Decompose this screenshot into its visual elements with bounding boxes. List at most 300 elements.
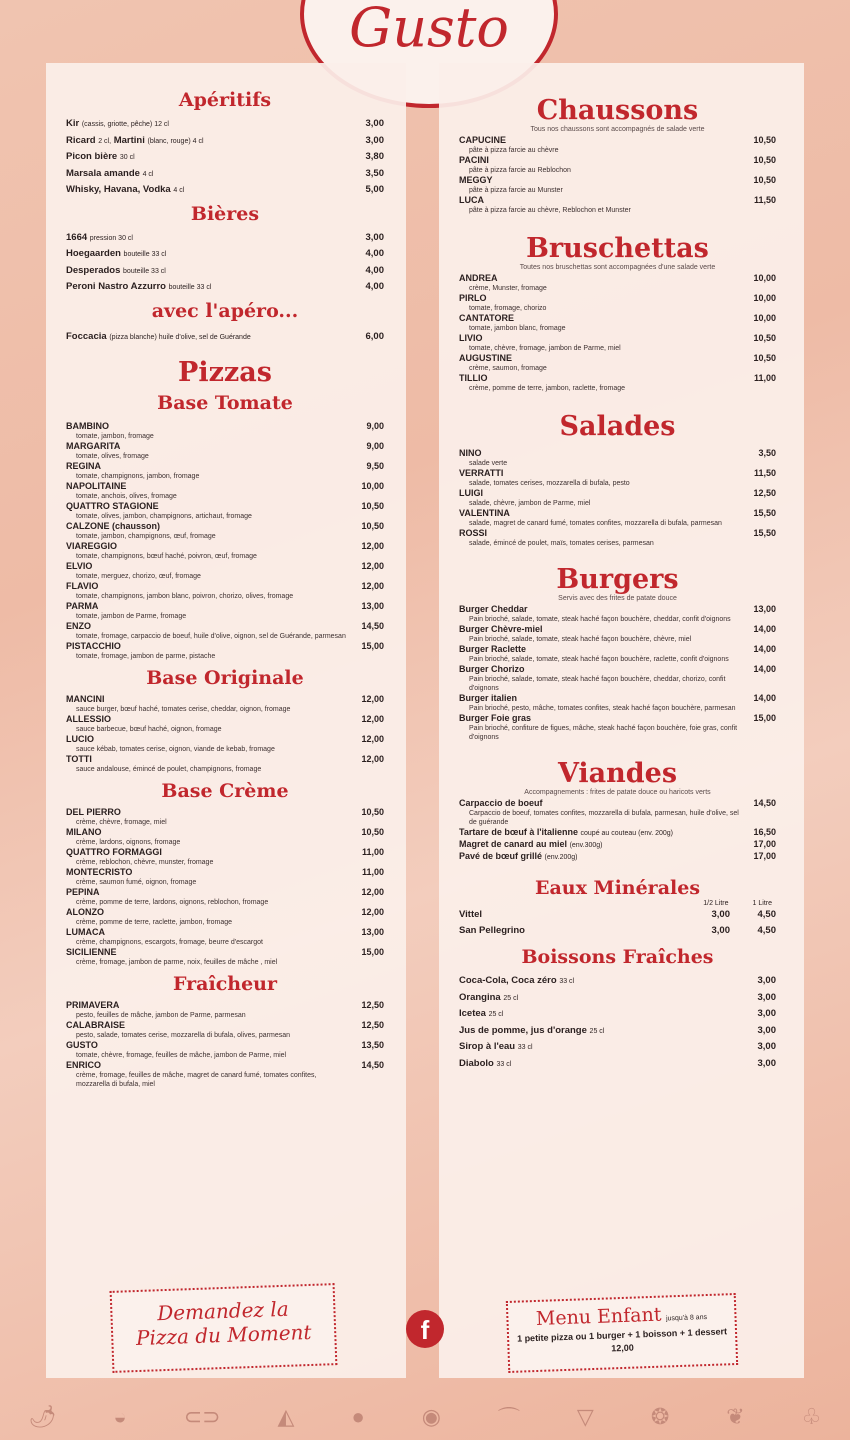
- menu-item: [66, 421, 384, 441]
- item-name: Picon bière: [66, 151, 118, 162]
- item-price: 15,00: [361, 947, 384, 957]
- chaussons-note: Tous nos chaussons sont accompagnés de salade verte: [530, 126, 705, 133]
- menu-item: [66, 734, 384, 754]
- item-price: 3,00: [365, 118, 384, 129]
- item-label: [459, 373, 488, 384]
- eaux-row: [459, 907, 776, 923]
- menu-item-header: [66, 521, 384, 532]
- item-label: [66, 1040, 98, 1051]
- item-label: [459, 1056, 511, 1073]
- item-label: [459, 644, 526, 655]
- menu-enfant-age: jusqu'à 8 ans: [665, 1314, 708, 1323]
- menu-enfant-desc: 1 petite pizza ou 1 burger + 1 boisson + 1 dessert: [516, 1326, 728, 1344]
- section-title-boissons: Boissons Fraîches: [521, 946, 714, 968]
- facebook-icon[interactable]: [406, 1310, 444, 1348]
- item-description: pâte à pizza farcie au Reblochon: [469, 167, 571, 174]
- item-price: 12,00: [361, 734, 384, 744]
- menu-row: [66, 133, 384, 150]
- item-description: pesto, feuilles de mâche, jambon de Parme, parmesan: [76, 1012, 246, 1019]
- item-name: PIRLO: [459, 293, 487, 303]
- menu-item-header: [459, 528, 776, 539]
- menu-item: [66, 827, 384, 847]
- item-name: ENRICO: [66, 1060, 102, 1070]
- menu-row: [459, 1056, 776, 1073]
- item-label: [66, 501, 159, 512]
- item-price: 9,00: [366, 421, 384, 431]
- section-title-viandes: Viandes: [557, 758, 678, 789]
- item-name: MILANO: [66, 827, 102, 837]
- item-price: 12,00: [361, 561, 384, 571]
- item-label: [66, 182, 184, 199]
- item-name: Carpaccio de boeuf: [459, 798, 543, 808]
- menu-item: [459, 373, 776, 393]
- item-price: 11,00: [361, 867, 384, 877]
- item-label: [66, 641, 121, 652]
- menu-row: [459, 973, 776, 990]
- item-description: sauce barbecue, bœuf haché, oignon, fromage: [76, 726, 222, 733]
- item-label: [66, 601, 98, 612]
- item-price: 3,00: [757, 1057, 776, 1069]
- item-price: 12,00: [361, 887, 384, 897]
- item-size: 4 cl: [142, 170, 154, 178]
- item-price: 12,00: [361, 714, 384, 724]
- menu-row: [66, 182, 384, 199]
- item-name: Burger Chorizo: [459, 664, 525, 674]
- item-price: 13,00: [361, 601, 384, 611]
- menu-item: [459, 851, 776, 863]
- item-name: FLAVIO: [66, 581, 99, 591]
- item-price: 4,00: [365, 264, 384, 276]
- menu-item-header: [66, 421, 384, 432]
- menu-item: [66, 501, 384, 521]
- menu-item: [459, 624, 776, 644]
- item-price: 15,00: [753, 713, 776, 723]
- item-description: crème, pomme de terre, lardons, oignons, reblochon, fromage: [76, 899, 269, 906]
- menu-item-header: [66, 501, 384, 512]
- item-label: [66, 421, 109, 432]
- menu-row: [459, 1006, 776, 1023]
- section-title-burgers: Burgers: [556, 564, 679, 595]
- menu-row: [459, 990, 776, 1007]
- section-title-base-originale: Base Originale: [146, 667, 304, 689]
- item-price: 16,50: [753, 827, 776, 837]
- item-name: PARMA: [66, 601, 99, 611]
- menu-item: [459, 293, 776, 313]
- item-description: crème, fromage, feuilles de mâche, magret de canard fumé, tomates confites, mozzarella di bufala, miel: [76, 1072, 317, 1088]
- menu-item-header: [66, 887, 384, 898]
- item-price: 10,50: [361, 807, 384, 817]
- item-description: tomate, chèvre, fromage, jambon de Parme, miel: [469, 345, 621, 352]
- item-label: [66, 907, 104, 918]
- menu-item: [66, 887, 384, 907]
- menu-item-header: [459, 273, 776, 284]
- item-name: Tartare de bœuf à l'italienne: [459, 827, 578, 837]
- item-price: 11,50: [753, 195, 776, 205]
- item-name: BAMBINO: [66, 421, 109, 431]
- menu-item-header: [66, 827, 384, 838]
- item-label: [66, 329, 251, 346]
- item-name: Magret de canard au miel: [459, 839, 568, 849]
- item-description: crème, saumon, fromage: [469, 365, 547, 372]
- item-label: [459, 798, 543, 809]
- item-price: 14,00: [753, 664, 776, 674]
- item-size: 25 cl: [503, 994, 519, 1002]
- menu-item-header: [66, 1060, 384, 1071]
- item-label: [459, 508, 510, 519]
- menu-item-header: [459, 693, 776, 704]
- item-label: [459, 353, 512, 364]
- item-description: tomate, jambon, champignons, œuf, fromage: [76, 533, 216, 540]
- menu-item: [459, 664, 776, 693]
- item-label: [459, 135, 506, 146]
- section-title-pizzas: Pizzas: [178, 357, 272, 388]
- menu-item: [66, 1020, 384, 1040]
- item-name: San Pellegrino: [459, 924, 525, 936]
- menu-item: [459, 273, 776, 293]
- section-title-base-tomate: Base Tomate: [157, 392, 293, 414]
- item-description: tomate, olives, fromage: [76, 453, 149, 460]
- item-description: tomate, fromage, jambon de parme, pistache: [76, 653, 216, 660]
- item-description: tomate, fromage, chorizo: [469, 305, 547, 312]
- menu-item-header: [66, 1000, 384, 1011]
- menu-item: [459, 468, 776, 488]
- menu-item-header: [459, 293, 776, 304]
- menu-item-header: [459, 839, 776, 851]
- item-description: tomate, champignons, bœuf haché, poivron, œuf, fromage: [76, 553, 257, 560]
- carrot-icon: ▽: [576, 1404, 594, 1429]
- item-name: Burger Foie gras: [459, 713, 532, 723]
- menu-item-header: [66, 694, 384, 705]
- item-name: VERRATTI: [459, 468, 504, 478]
- item-label: [459, 604, 528, 615]
- item-label: [459, 175, 493, 186]
- item-size: 25 cl: [488, 1011, 504, 1018]
- ingredient-illustrations: [0, 1400, 850, 1434]
- item-price: 13,50: [361, 1040, 384, 1050]
- item-description: crème, pomme de terre, raclette, jambon, fromage: [76, 919, 233, 926]
- item-description: crème, champignons, escargots, fromage, beurre d'escargot: [76, 939, 263, 946]
- eaux-column-headers: [459, 900, 776, 907]
- item-size: 33 cl: [496, 1060, 512, 1068]
- price-litre: 4,50: [757, 924, 776, 936]
- item-description: tomate, fromage, carpaccio de boeuf, huile d'olive, oignon, sel de Guérande, parmesan: [76, 633, 346, 640]
- menu-item: [459, 155, 776, 175]
- menu-item-header: [66, 461, 384, 472]
- item-price: 17,00: [753, 851, 776, 861]
- menu-item: [459, 798, 776, 827]
- menu-row: [66, 230, 384, 247]
- item-price: 12,00: [361, 754, 384, 764]
- item-label: [66, 521, 160, 532]
- item-price: 10,50: [361, 521, 384, 531]
- item-price: 3,50: [758, 448, 776, 458]
- item-label: [66, 887, 100, 898]
- item-name: Desperados: [66, 264, 121, 276]
- item-description: tomate, champignons, jambon, fromage: [76, 473, 200, 480]
- item-size: bouteille 33 cl: [168, 284, 212, 291]
- menu-item-header: [66, 947, 384, 958]
- item-price: 3,00: [757, 975, 776, 986]
- menu-item-header: [459, 508, 776, 519]
- item-label: [459, 293, 487, 304]
- item-price: 3,00: [757, 1041, 776, 1052]
- item-price: 14,00: [753, 624, 776, 634]
- item-price: 10,00: [361, 481, 384, 491]
- item-description: Carpaccio de boeuf, tomates confites, mozzarella di bufala, parmesan, huile d'olive, sel de guérande: [469, 810, 739, 826]
- menu-item-header: [459, 135, 776, 146]
- item-name: REGINA: [66, 461, 102, 471]
- menu-item-header: [66, 441, 384, 452]
- item-label: [459, 693, 517, 704]
- item-price: 14,00: [753, 644, 776, 654]
- section-title-fraicheur: Fraîcheur: [173, 973, 277, 995]
- item-label: [66, 149, 135, 166]
- menu-item: [459, 313, 776, 333]
- menu-item: [66, 561, 384, 581]
- item-description: salade, tomates cerises, mozzarella di bufala, pesto: [469, 480, 630, 487]
- menu-item-header: [459, 798, 776, 809]
- item-name: PISTACCHIO: [66, 641, 121, 651]
- item-label: [66, 827, 102, 838]
- item-price: 10,50: [753, 353, 776, 363]
- menu-item: [459, 175, 776, 195]
- item-price: 10,00: [753, 273, 776, 283]
- tomato-icon: ●: [351, 1404, 365, 1429]
- menu-row: [66, 116, 384, 133]
- item-name: Burger Raclette: [459, 644, 527, 654]
- item-price: 17,00: [753, 839, 776, 849]
- item-description: Pain brioché, salade, tomate, steak haché façon bouchère, cheddar, confit d'oignons: [469, 616, 731, 623]
- item-label: [66, 1020, 125, 1031]
- item-label: [66, 133, 204, 150]
- item-size-2: (blanc, rouge) 4 cl: [147, 137, 204, 145]
- menu-enfant-title: Menu Enfant: [535, 1303, 662, 1330]
- item-price: 3,00: [757, 991, 776, 1003]
- menu-item: [66, 521, 384, 541]
- salades-list: [459, 448, 776, 548]
- item-name: Peroni Nastro Azzurro: [66, 281, 166, 292]
- item-price: 10,50: [361, 827, 384, 837]
- item-description: tomate, jambon, fromage: [76, 433, 154, 440]
- item-description: crème, saumon fumé, oignon, fromage: [76, 879, 197, 886]
- item-price: 5,00: [365, 184, 384, 195]
- item-name: Burger Chèvre-miel: [459, 624, 543, 634]
- menu-item-header: [459, 195, 776, 206]
- item-price: 11,00: [361, 847, 384, 857]
- item-price: 10,50: [361, 501, 384, 511]
- menu-item: [459, 839, 776, 851]
- item-price: 3,00: [757, 1008, 776, 1019]
- garlic-icon: ♧: [801, 1404, 822, 1429]
- menu-item: [459, 353, 776, 373]
- item-name: NINO: [459, 448, 482, 458]
- item-price: 10,50: [753, 135, 776, 145]
- item-name: ELVIO: [66, 561, 93, 571]
- burgers-list: [459, 604, 776, 742]
- item-name: LUIGI: [459, 488, 483, 498]
- item-name: TOTTI: [66, 754, 92, 764]
- promo-line-2: Pizza du Moment: [135, 1319, 312, 1351]
- item-label: [66, 1000, 119, 1011]
- item-size: bouteille 33 cl: [123, 251, 167, 258]
- item-price: 9,50: [366, 461, 384, 471]
- menu-item-header: [459, 333, 776, 344]
- menu-item-header: [66, 601, 384, 612]
- item-name: Pavé de bœuf grillé: [459, 851, 543, 861]
- item-label: [459, 664, 525, 675]
- menu-item-header: [459, 713, 776, 724]
- item-name: ALONZO: [66, 907, 104, 917]
- item-name: Icetea: [459, 1008, 486, 1019]
- item-price: 4,00: [365, 281, 384, 292]
- item-label: [459, 468, 503, 479]
- item-description: tomate, anchois, olives, fromage: [76, 493, 177, 500]
- item-name: Whisky, Havana, Vodka: [66, 184, 171, 195]
- item-price: 12,00: [361, 907, 384, 917]
- item-name: MONTECRISTO: [66, 867, 133, 877]
- item-name: ROSSI: [459, 528, 488, 538]
- menu-item-header: [459, 448, 776, 459]
- item-description: crème, pomme de terre, jambon, raclette, fromage: [469, 385, 626, 392]
- item-label: [66, 581, 98, 592]
- item-price: 11,50: [753, 468, 776, 478]
- menu-item-header: [66, 581, 384, 592]
- item-name: Marsala amande: [66, 167, 140, 179]
- menu-item: [459, 604, 776, 624]
- item-label: [459, 973, 574, 990]
- item-price: 14,50: [361, 621, 384, 631]
- menu-item: [66, 601, 384, 621]
- section-title-apero: avec l'apéro...: [151, 299, 299, 322]
- item-name: MARGARITA: [66, 441, 121, 451]
- menu-row: [66, 149, 384, 166]
- item-name: LUCA: [459, 195, 484, 205]
- menu-item: [459, 528, 776, 548]
- item-name: Sirop à l'eau: [459, 1041, 516, 1052]
- item-description: tomate, merguez, chorizo, œuf, fromage: [76, 573, 201, 580]
- item-name: CAPUCINE: [459, 135, 507, 145]
- section-title-salades: Salades: [559, 411, 676, 442]
- menu-item: [66, 541, 384, 561]
- menu-enfant-price: 12,00: [611, 1342, 634, 1354]
- item-name: AUGUSTINE: [459, 353, 513, 363]
- item-label: [459, 273, 498, 284]
- item-size: 33 cl: [559, 978, 575, 985]
- chaussons-list: [459, 135, 776, 215]
- item-name: LUCIO: [66, 734, 94, 744]
- bieres-list: [66, 230, 384, 296]
- item-label: [66, 847, 162, 858]
- item-name: ANDREA: [459, 273, 498, 283]
- item-size: (cassis, griotte, pêche) 12 cl: [81, 121, 169, 128]
- pumpkin-icon: ❂: [650, 1404, 670, 1429]
- item-size: coupé au couteau (env. 200g): [580, 830, 674, 837]
- item-name: Coca-Cola, Coca zéro: [459, 975, 557, 986]
- price-half-litre: 3,00: [711, 924, 730, 936]
- menu-item-header: [459, 827, 776, 839]
- menu-item-header: [66, 561, 384, 572]
- menu-item: [66, 441, 384, 461]
- item-label: [66, 947, 117, 958]
- menu-item-header: [459, 644, 776, 655]
- burgers-note: Servis avec des frites de patate douce: [558, 595, 677, 602]
- item-label: [459, 1006, 503, 1023]
- item-size: 33 cl: [517, 1044, 533, 1051]
- item-price: 13,00: [361, 927, 384, 937]
- item-size: (pizza blanche) huile d'olive, sel de Guérande: [109, 333, 251, 341]
- menu-item: [459, 135, 776, 155]
- item-name: LUMACA: [66, 927, 105, 937]
- item-description: tomate, jambon de Parme, fromage: [76, 613, 187, 620]
- item-description: sauce andalouse, émincé de poulet, champignons, fromage: [76, 766, 262, 773]
- item-name: VIAREGGIO: [66, 541, 118, 551]
- bowl-icon: ◒: [113, 1404, 127, 1429]
- menu-enfant-box: [506, 1293, 738, 1373]
- item-description: crème, Munster, fromage: [469, 285, 547, 292]
- item-size: 2 cl,: [98, 137, 112, 145]
- section-title-bruschettas: Bruschettas: [526, 233, 709, 264]
- menu-row: [66, 166, 384, 183]
- left-menu-panel: [46, 63, 406, 1378]
- item-description: pâte à pizza farcie au Munster: [469, 187, 563, 194]
- item-label: [459, 528, 487, 539]
- item-name: SICILIENNE: [66, 947, 117, 957]
- item-price: 12,00: [361, 694, 384, 704]
- item-name: MANCINI: [66, 694, 105, 704]
- item-name: CALZONE (chausson): [66, 521, 161, 531]
- menu-item-header: [459, 664, 776, 675]
- item-name: CALABRAISE: [66, 1020, 126, 1030]
- menu-item: [459, 508, 776, 528]
- menu-item-header: [459, 353, 776, 364]
- item-name: Ricard: [66, 134, 96, 146]
- item-name: QUATTRO FORMAGGI: [66, 847, 162, 857]
- menu-item: [66, 907, 384, 927]
- menu-item-header: [66, 907, 384, 918]
- menu-row: [66, 246, 384, 263]
- menu-item-header: [66, 481, 384, 492]
- eaux-row: [459, 923, 776, 939]
- menu-item: [459, 713, 776, 742]
- base-tomate-list: [66, 421, 384, 661]
- menu-item-header: [459, 155, 776, 166]
- item-label: [66, 441, 120, 452]
- menu-item-header: [459, 175, 776, 186]
- menu-item: [459, 333, 776, 353]
- promo-line-1: Demandez la: [156, 1296, 290, 1326]
- section-title-eaux: Eaux Minérales: [534, 877, 701, 899]
- fraicheur-list: [66, 1000, 384, 1089]
- item-price: 3,00: [757, 1024, 776, 1036]
- menu-item: [66, 1060, 384, 1089]
- menu-item: [66, 581, 384, 601]
- menu-item-header: [66, 734, 384, 745]
- menu-item: [66, 461, 384, 481]
- item-description: Pain brioché, salade, tomate, steak haché façon bouchère, raclette, confit d'oignons: [469, 656, 729, 663]
- item-label: [66, 541, 117, 552]
- item-name: GUSTO: [66, 1040, 98, 1050]
- menu-item: [66, 927, 384, 947]
- menu-item: [459, 827, 776, 839]
- item-name: TILLIO: [459, 373, 488, 383]
- item-price: 12,50: [753, 488, 776, 498]
- item-name: LIVIO: [459, 333, 483, 343]
- item-price: 12,00: [361, 581, 384, 591]
- herb-icon: ❦: [726, 1404, 745, 1429]
- item-price: 3,80: [365, 151, 384, 162]
- item-name: NAPOLITAINE: [66, 481, 127, 491]
- pepper-icon: 🌶: [28, 1404, 57, 1429]
